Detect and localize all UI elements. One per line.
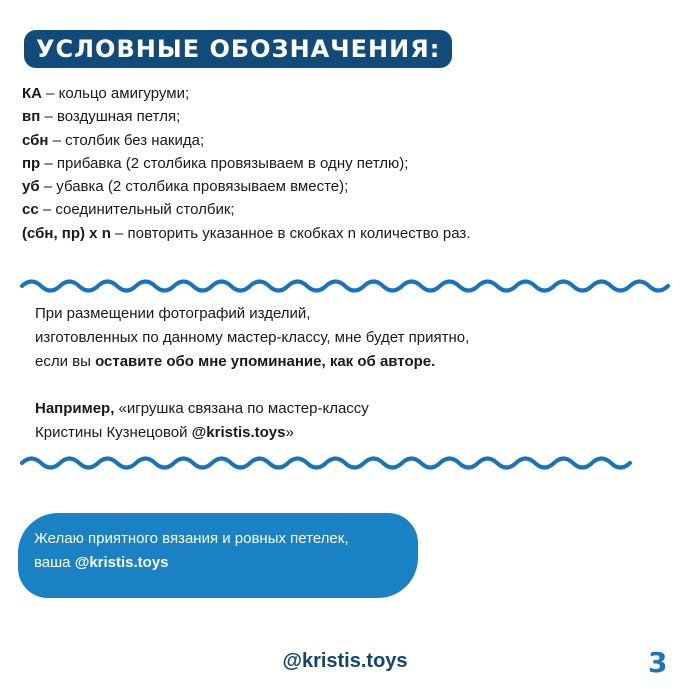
legend-item: вп – воздушная петля; [22,108,181,126]
example-note: Например, «игрушка связана по мастер-классу Кристины Кузнецовой @kristis.toys» [35,400,369,441]
footer-handle: @kristis.toys [282,650,408,672]
legend-item: пр – прибавка (2 столбика провязываем в одну петлю); [22,154,409,172]
author-note: При размещении фотографий изделий, изготовленных по данному мастер-классу, мне будет приятно, если вы оставите обо мне упоминание, как об авторе. [35,305,470,370]
legend-item: (сбн, пр) х n – повторить указанное в скобках n количество раз. [22,224,471,242]
wave-divider [0,449,690,477]
page-title: УСЛОВНЫЕ ОБОЗНАЧЕНИЯ: [24,30,452,68]
legend-list [22,82,470,245]
wish-bubble: Желаю приятного вязания и ровных петелек, ваша @kristis.toys [18,513,418,598]
legend-item: КА – кольцо амигуруми; [22,85,190,102]
wave-divider [0,272,690,300]
legend-item: уб – убавка (2 столбика провязываем вместе); [22,178,349,196]
legend-item: сбн – столбик без накида; [22,131,205,149]
page-number: 3 [648,646,668,679]
legend-item: сс – соединительный столбик; [22,201,235,219]
